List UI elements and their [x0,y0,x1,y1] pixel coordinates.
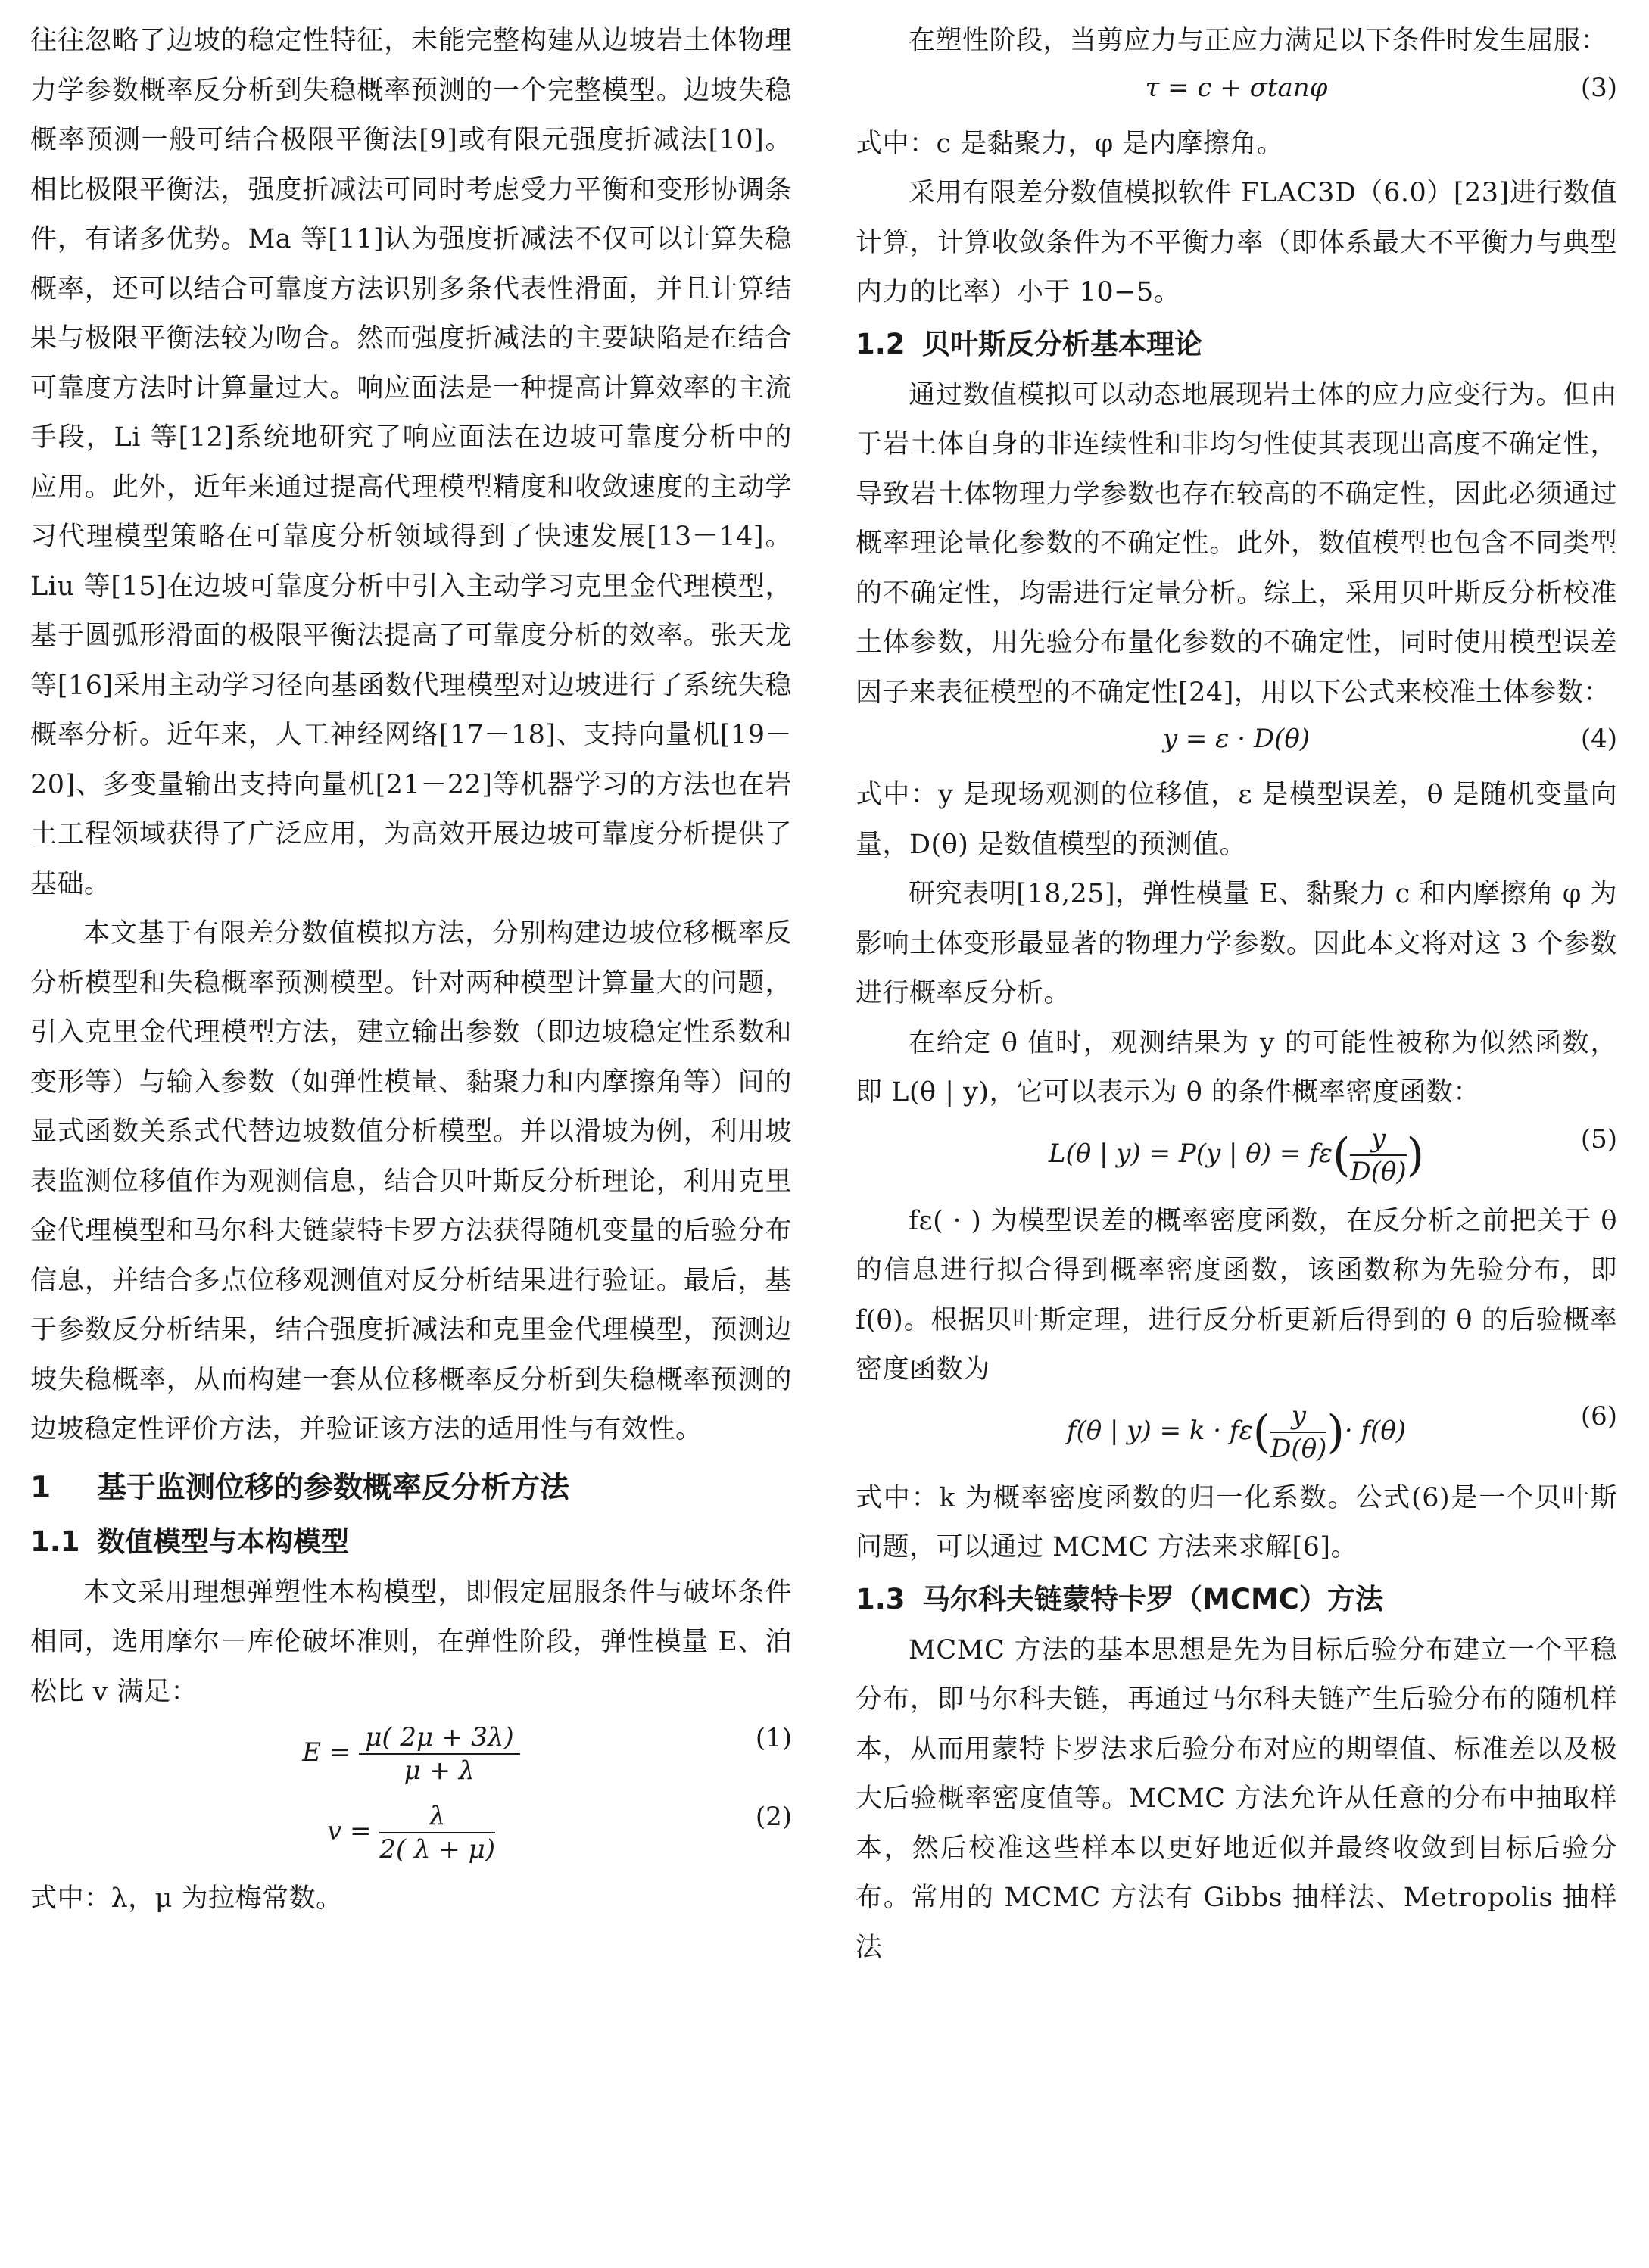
equation-1 [30,1717,792,1796]
fraction [379,1800,495,1865]
section-number: 1 [30,1470,51,1505]
paragraph: 式中：λ，μ 为拉梅常数。 [30,1883,343,1914]
paragraph: fε( · ) 为模型误差的概率密度函数，在反分析之前把关于 θ 的信息进行拟合得到概率密度函数，该函数称为先验分布，即 f(θ)。根据贝叶斯定理，进行反分析更新后得到的 θ 的后验概率密度函数为 [856,1205,1617,1385]
equation-body: y = ε · D(θ) [1162,724,1311,754]
equation-rhs: · f(θ) [1344,1415,1407,1446]
subsection-heading [856,1576,1617,1623]
subsection-title: 数值模型与本构模型 [97,1525,349,1558]
equation-lhs: f(θ | y) = k · fε [1066,1415,1253,1446]
fraction [1270,1400,1326,1465]
paragraph: 本文采用理想弹塑性本构模型，即假定屈服条件与破坏条件相同，选用摩尔－库伦破坏准则，在弹性阶段，弹性模量 E、泊松比 v 满足： [30,1577,792,1707]
section-title: 基于监测位移的参数概率反分析方法 [97,1470,570,1505]
subsection-heading [30,1519,792,1565]
paragraph: 式中：y 是现场观测的位移值，ε 是模型误差，θ 是随机变量向量，D(θ) 是数值模型的预测值。 [856,780,1617,860]
subsection-title: 马尔科夫链蒙特卡罗（MCMC）方法 [922,1582,1383,1615]
paragraph: 本文基于有限差分数值模拟方法，分别构建边坡位移概率反分析模型和失稳概率预测模型。针对两种模型计算量大的问题，引入克里金代理模型方法，建立输出参数（即边坡稳定性系数和变形等）与输入参数（如弹性模量、黏聚力和内摩擦角等）间的显式函数关系式代替边坡数值分析模型。并以滑坡为例，利用坡表监测位移值作为观测信息，结合贝叶斯反分析理论，利用克里金代理模型和马尔科夫链蒙特卡罗方法获得随机变量的后验分布信息，并结合多点位移观测值对反分析结果进行验证。最后，基于参数反分析结果，结合强度折减法和克里金代理模型，预测边坡失稳概率，从而构建一套从位移概率反分析到失稳概率预测的边坡稳定性评价方法，并验证该方法的适用性与有效性。 [30,918,792,1444]
equation-body: τ = c + σtanφ [1145,72,1328,103]
paragraph: 式中：c 是黏聚力，φ 是内摩擦角。 [856,128,1284,159]
denominator: D(θ) [1270,1433,1327,1464]
numerator: μ( 2μ + 3λ) [359,1721,519,1755]
left-column [30,17,792,1924]
denominator: D(θ) [1350,1156,1407,1187]
numerator: λ [379,1800,495,1833]
equation-lhs: L(θ | y) = P(y | θ) = fε [1048,1138,1333,1169]
equation-5 [856,1118,1617,1197]
left-paren: ( [1252,1405,1271,1459]
right-paren: ) [1326,1405,1345,1459]
paragraph: MCMC 方法的基本思想是先为目标后验分布建立一个平稳分布，即马尔科夫链，再通过马尔科夫链产生后验分布的随机样本，从而用蒙特卡罗法求后验分布对应的期望值、标准差以及极大后验概率密度值等。MCMC 方法允许从任意的分布中抽取样本，然后校准这些样本以更好地近似并最终收敛到目标后验分布。常用的 MCMC 方法有 Gibbs 抽样法、Metropolis 抽样法 [856,1634,1617,1963]
section-heading [30,1466,792,1511]
numerator: y [1270,1400,1326,1433]
right-column [856,17,1617,1973]
paragraph: 往往忽略了边坡的稳定性特征，未能完整构建从边坡岩土体物理力学参数概率反分析到失稳概率预测的一个完整模型。边坡失稳概率预测一般可结合极限平衡法[9]或有限元强度折减法[10]。相比极限平衡法，强度折减法可同时考虑受力平衡和变形协调条件，有诸多优势。Ma 等[11]认为强度折减法不仅可以计算失稳概率，还可以结合可靠度方法识别多条代表性滑面，并且计算结果与极限平衡法较为吻合。然而强度折减法的主要缺陷是在结合可靠度方法时计算量过大。响应面法是一种提高计算效率的主流手段，Li 等[12]系统地研究了响应面法在边坡可靠度分析中的应用。此外，近年来通过提高代理模型精度和收敛速度的主动学习代理模型策略在可靠度分析领域得到了快速发展[13－14]。Liu 等[15]在边坡可靠度分析中引入主动学习克里金代理模型，基于圆弧形滑面的极限平衡法提高了可靠度分析的效率。张天龙等[16]采用主动学习径向基函数代理模型对边坡进行了系统失稳概率分析。近年来，人工神经网络[17－18]、支持向量机[19－20]、多变量输出支持向量机[21－22]等机器学习的方法也在岩土工程领域获得了广泛应用，为高效开展边坡可靠度分析提供了基础。 [30,26,792,899]
right-paren: ) [1406,1128,1425,1182]
equation-6 [856,1395,1617,1474]
subsection-heading [856,321,1617,368]
equation-4 [856,718,1617,771]
subsection-title: 贝叶斯反分析基本理论 [922,327,1202,360]
paragraph: 采用有限差分数值模拟软件 FLAC3D（6.0）[23]进行数值计算，计算收敛条件为不平衡力率（即体系最大不平衡力与典型内力的比率）小于 10−5。 [856,178,1617,307]
left-paren: ( [1332,1128,1351,1182]
paragraph: 通过数值模拟可以动态地展现岩土体的应力应变行为。但由于岩土体自身的非连续性和非均匀性使其表现出高度不确定性，导致岩土体物理力学参数也存在较高的不确定性，因此必须通过概率理论量化参数的不确定性。此外，数值模型也包含不同类型的不确定性，均需进行定量分析。综上，采用贝叶斯反分析校准土体参数，用先验分布量化参数的不确定性，同时使用模型误差因子来表征模型的不确定性[24]，用以下公式来校准土体参数： [856,379,1617,708]
subsection-number: 1.2 [856,327,906,360]
equation-number: (2) [755,1802,792,1832]
numerator: y [1350,1123,1406,1156]
denominator: 2( λ + μ) [379,1834,496,1865]
paragraph: 在塑性阶段，当剪应力与正应力满足以下条件时发生屈服： [909,26,1608,56]
fraction [359,1721,519,1787]
equation-number: (5) [1580,1123,1617,1154]
subsection-number: 1.3 [856,1582,906,1615]
equation-2 [30,1796,792,1874]
equation-number: (6) [1580,1400,1617,1432]
equation-3 [856,67,1617,120]
equation-number: (3) [1580,72,1617,103]
equation-number: (4) [1580,724,1617,754]
paragraph: 研究表明[18,25]，弹性模量 E、黏聚力 c 和内摩擦角 φ 为影响土体变形最显著的物理力学参数。因此本文将对这 3 个参数进行概率反分析。 [856,879,1617,1008]
equation-number: (1) [755,1723,792,1753]
denominator: μ + λ [404,1756,475,1786]
equation-lhs: E = [302,1737,351,1768]
fraction [1350,1123,1406,1188]
paragraph: 在给定 θ 值时，观测结果为 y 的可能性被称为似然函数，即 L(θ | y)，它可以表示为 θ 的条件概率密度函数： [856,1027,1617,1108]
paragraph: 式中：k 为概率密度函数的归一化系数。公式(6)是一个贝叶斯问题，可以通过 MCMC 方法来求解[6]。 [856,1482,1617,1562]
equation-lhs: v = [326,1816,372,1846]
subsection-number: 1.1 [30,1525,80,1558]
